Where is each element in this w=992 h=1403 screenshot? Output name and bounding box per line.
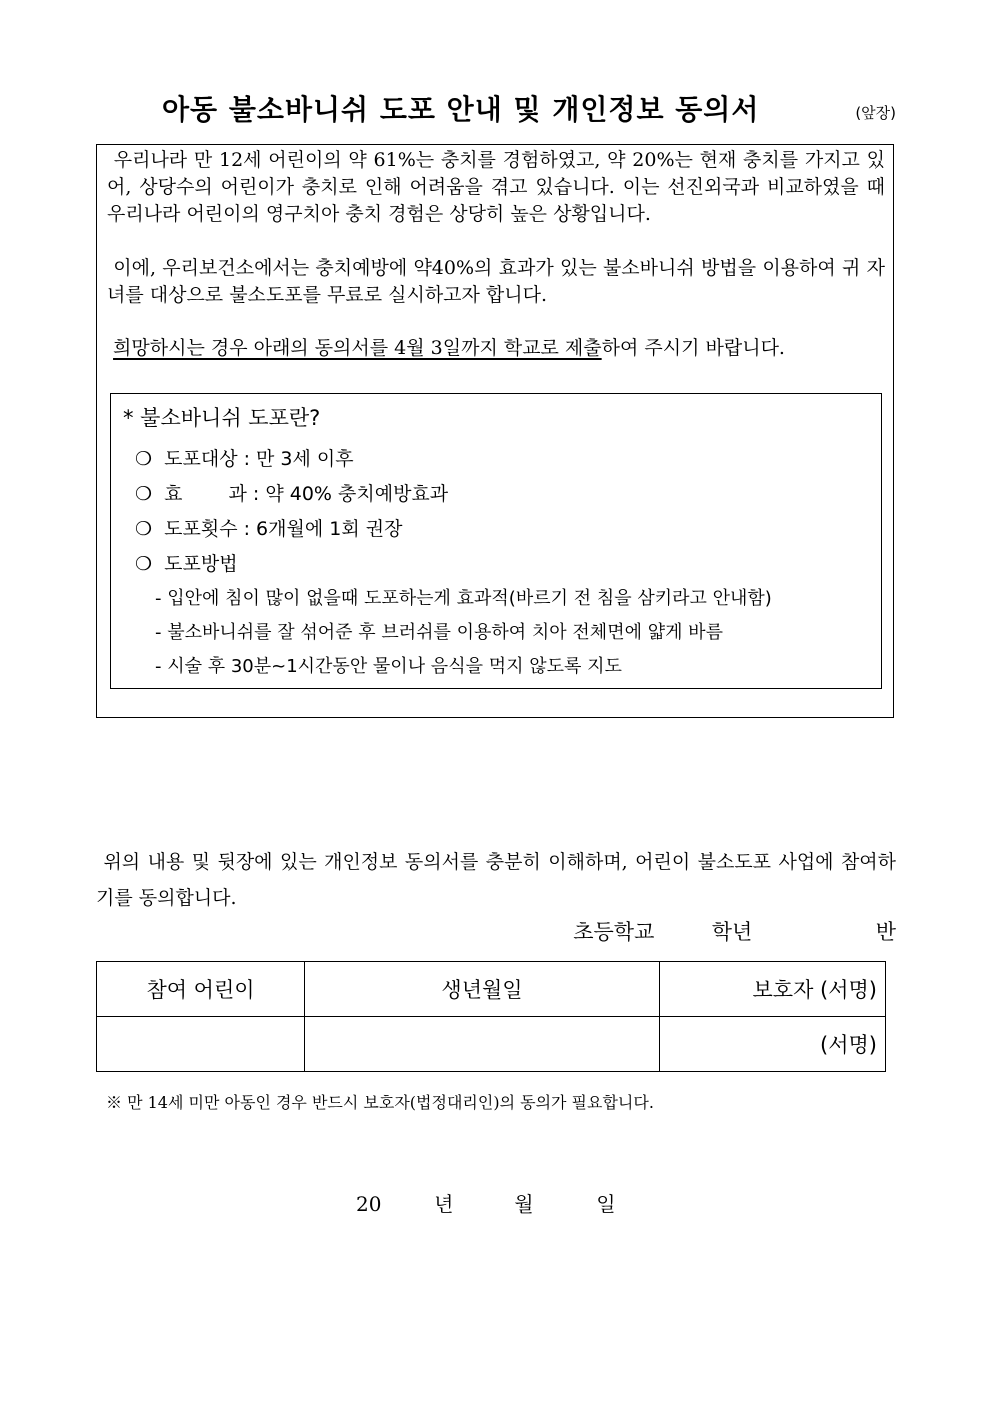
notice-box: [96, 144, 894, 718]
guardian-consent-footnote: ※ 만 14세 미만 아동인 경우 반드시 보호자(법정대리인)의 동의가 필요합니다.: [106, 1093, 654, 1112]
school-grade-class-line: [573, 916, 896, 946]
circle-bullet-icon: ❍: [135, 448, 153, 470]
date-line: [356, 1188, 616, 1217]
signature-table: [96, 961, 886, 1072]
notice-paragraph-2: 이에, 우리보건소에서는 충치예방에 약40%의 효과가 있는 불소바니쉬 방법을 이용하여 귀 자녀를 대상으로 불소도포를 무료로 실시하고자 합니다.: [107, 257, 885, 306]
guardian-signature-field[interactable]: (서명): [660, 1017, 886, 1072]
birthdate-field[interactable]: [305, 1017, 660, 1072]
month-label: 월: [514, 1192, 534, 1216]
header-child-name: 참여 어린이: [97, 962, 305, 1017]
varnish-info-heading: * 불소바니쉬 도포란?: [123, 406, 321, 430]
signature-table-header-row: [97, 962, 886, 1017]
header-birthdate: 생년월일: [305, 962, 660, 1017]
notice-paragraph-3: 희망하시는 경우 아래의 동의서를 4월 3일까지 학교로 제출하여 주시기 바랍니다.: [113, 337, 785, 359]
grade-label: 학년: [711, 920, 753, 944]
method-step: - 입안에 침이 많이 없을때 도포하는게 효과적(바르기 전 침을 삼키라고 안내함): [155, 588, 772, 609]
method-step: - 시술 후 30분~1시간동안 물이나 음식을 먹지 않도록 지도: [155, 656, 622, 677]
circle-bullet-icon: ❍: [135, 518, 153, 540]
signature-table-entry-row: [97, 1017, 886, 1072]
varnish-info-box: [110, 393, 882, 689]
document-header: [96, 88, 896, 132]
notice-paragraph-1: 우리나라 만 12세 어린이의 약 61%는 충치를 경험하였고, 약 20%는 현재 충치를 가지고 있어, 상당수의 어린이가 충치로 인해 어려움을 겪고 있습니다. 이는 선진외국과 비교하였을 때 우리나라 어린이의 영구치아 충치 경험은 상당히 높은 상황입니다.: [107, 149, 885, 225]
document-title: 아동 불소바니쉬 도포 안내 및 개인정보 동의서: [162, 93, 760, 126]
page-side-label: (앞장): [855, 104, 896, 122]
year-label: 년: [434, 1192, 454, 1216]
deadline-highlight: 희망하시는 경우 아래의 동의서를 4월 3일까지 학교로 제출: [113, 337, 602, 359]
circle-bullet-icon: ❍: [135, 483, 153, 505]
consent-statement: 위의 내용 및 뒷장에 있는 개인정보 동의서를 충분히 이해하며, 어린이 불소도포 사업에 참여하기를 동의합니다.: [96, 851, 897, 909]
school-label: 초등학교: [573, 920, 655, 944]
info-item-method: ❍ 도포방법: [135, 553, 238, 575]
method-step: - 불소바니쉬를 잘 섞어준 후 브러쉬를 이용하여 치아 전체면에 얇게 바름: [155, 622, 723, 643]
info-item-frequency: ❍ 도포횟수 : 6개월에 1회 권장: [135, 518, 403, 540]
circle-bullet-icon: ❍: [135, 553, 153, 575]
child-name-field[interactable]: [97, 1017, 305, 1072]
day-label: 일: [596, 1192, 616, 1216]
header-guardian-signature: 보호자 (서명): [660, 962, 886, 1017]
year-prefix: 20: [356, 1192, 382, 1216]
class-label: 반: [875, 920, 896, 944]
info-item-target: ❍ 도포대상 : 만 3세 이후: [135, 448, 354, 470]
info-item-effect: ❍ 효 과 : 약 40% 충치예방효과: [135, 483, 449, 505]
